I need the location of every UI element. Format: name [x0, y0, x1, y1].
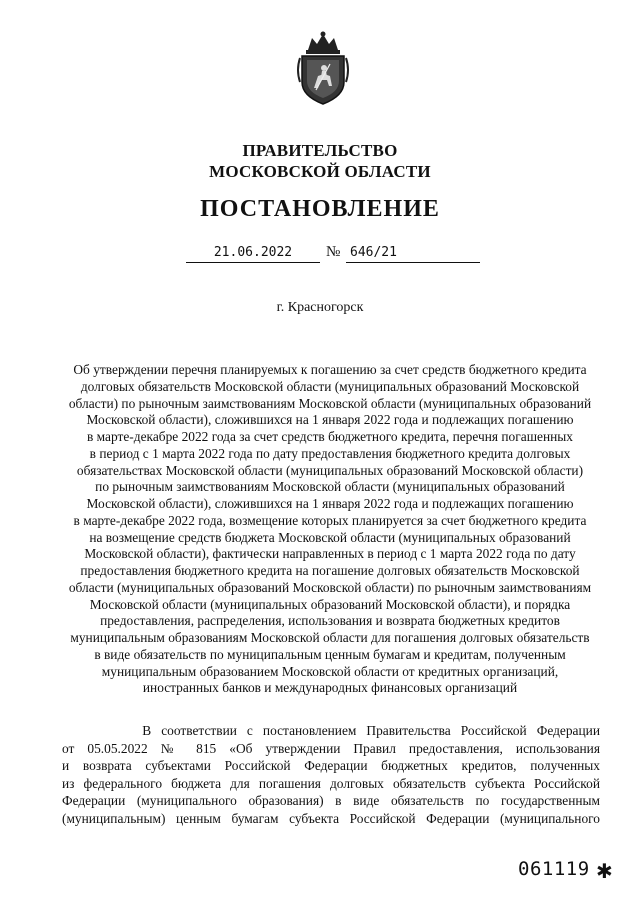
title-line: Московской области), сложившихся на 1 января 2022 года и подлежащих погашению	[86, 496, 574, 511]
title-line: Московской области), сложившихся на 1 января 2022 года и подлежащих погашению	[86, 412, 574, 428]
title-line: в марте-декабре 2022 года за счет средств бюджетного кредита, перечня погашенных	[87, 429, 573, 444]
title-line: области (муниципальных образований Московской области) по рыночным заимствованиям	[68, 579, 592, 595]
coat-of-arms-icon	[294, 30, 352, 106]
government-line-2: МОСКОВСКОЙ ОБЛАСТИ	[209, 162, 431, 181]
title-line: предоставления бюджетного кредита на погашение долговых обязательств Московской	[80, 563, 580, 578]
title-line: долговых обязательств Московской области (муниципальных образований Московской	[80, 378, 580, 394]
document-title	[60, 362, 600, 697]
title-line: муниципальным образованием Московской области от кредитных организаций,	[101, 663, 559, 679]
body-line: и возврата субъектами Российской Федерации бюджетных кредитов, полученных	[62, 758, 600, 773]
title-line: предоставления, распределения, использования и возврата бюджетных кредитов	[100, 613, 560, 629]
title-line: Московской области (муниципальных образований Московской области), и порядка	[89, 596, 571, 612]
title-line: Об утверждении перечня планируемых к погашению за счет средств бюджетного кредита	[73, 362, 587, 377]
body-line: из федерального бюджета для погашения долговых обязательств субъекта Российской	[62, 775, 600, 791]
body-line: Федерации (муниципального образования) в виде обязательств по государственным	[62, 793, 600, 808]
title-line: по рыночным заимствованиям Московской области (муниципальных образований	[95, 479, 565, 495]
title-line: области) по рыночным заимствованиям Московской области (муниципальных образований	[68, 395, 592, 411]
title-line: в марте-декабре 2022 года, возмещение которых планируется за счет бюджетного кредита	[73, 512, 587, 528]
title-line: на возмещение средств бюджета Московской области (муниципальных образований	[89, 529, 571, 545]
title-line: муниципальным образованиям Московской области для погашения долговых обязательств	[70, 630, 590, 645]
date-number-row	[0, 245, 640, 269]
government-line-1: ПРАВИТЕЛЬСТВО	[242, 141, 398, 160]
registration-stamp-number: 061119	[518, 858, 590, 880]
body-line: (муниципальным) ценным бумагам субъекта Российской Федерации (муниципального	[62, 810, 600, 826]
body-line: В соответствии с постановлением Правительства Российской Федерации	[62, 723, 600, 738]
city-name: г. Красногорск	[276, 300, 364, 315]
title-line: Московской области), фактически направленных в период с 1 марта 2022 года по дату	[84, 546, 576, 562]
document-date: 21.06.2022	[186, 245, 320, 263]
document-body	[62, 722, 600, 827]
number-sign: №	[326, 244, 341, 260]
document-type: ПОСТАНОВЛЕНИЕ	[200, 196, 440, 222]
title-line: в виде обязательств по муниципальным ценным бумагам и кредитам, полученным	[94, 646, 566, 662]
stamp-star-icon: ✱	[596, 861, 613, 883]
government-name	[0, 140, 640, 182]
title-line: в период с 1 марта 2022 года по дату предоставления бюджетного кредита долговых	[89, 445, 571, 461]
title-line: иностранных банков и международных финансовых организаций	[142, 680, 518, 696]
document-number: 646/21	[346, 245, 480, 263]
title-line: обязательствах Московской области (муниципальных образований Московской области)	[76, 462, 584, 478]
body-line: от 05.05.2022 № 815 «Об утверждении Правил предоставления, использования	[62, 740, 600, 756]
